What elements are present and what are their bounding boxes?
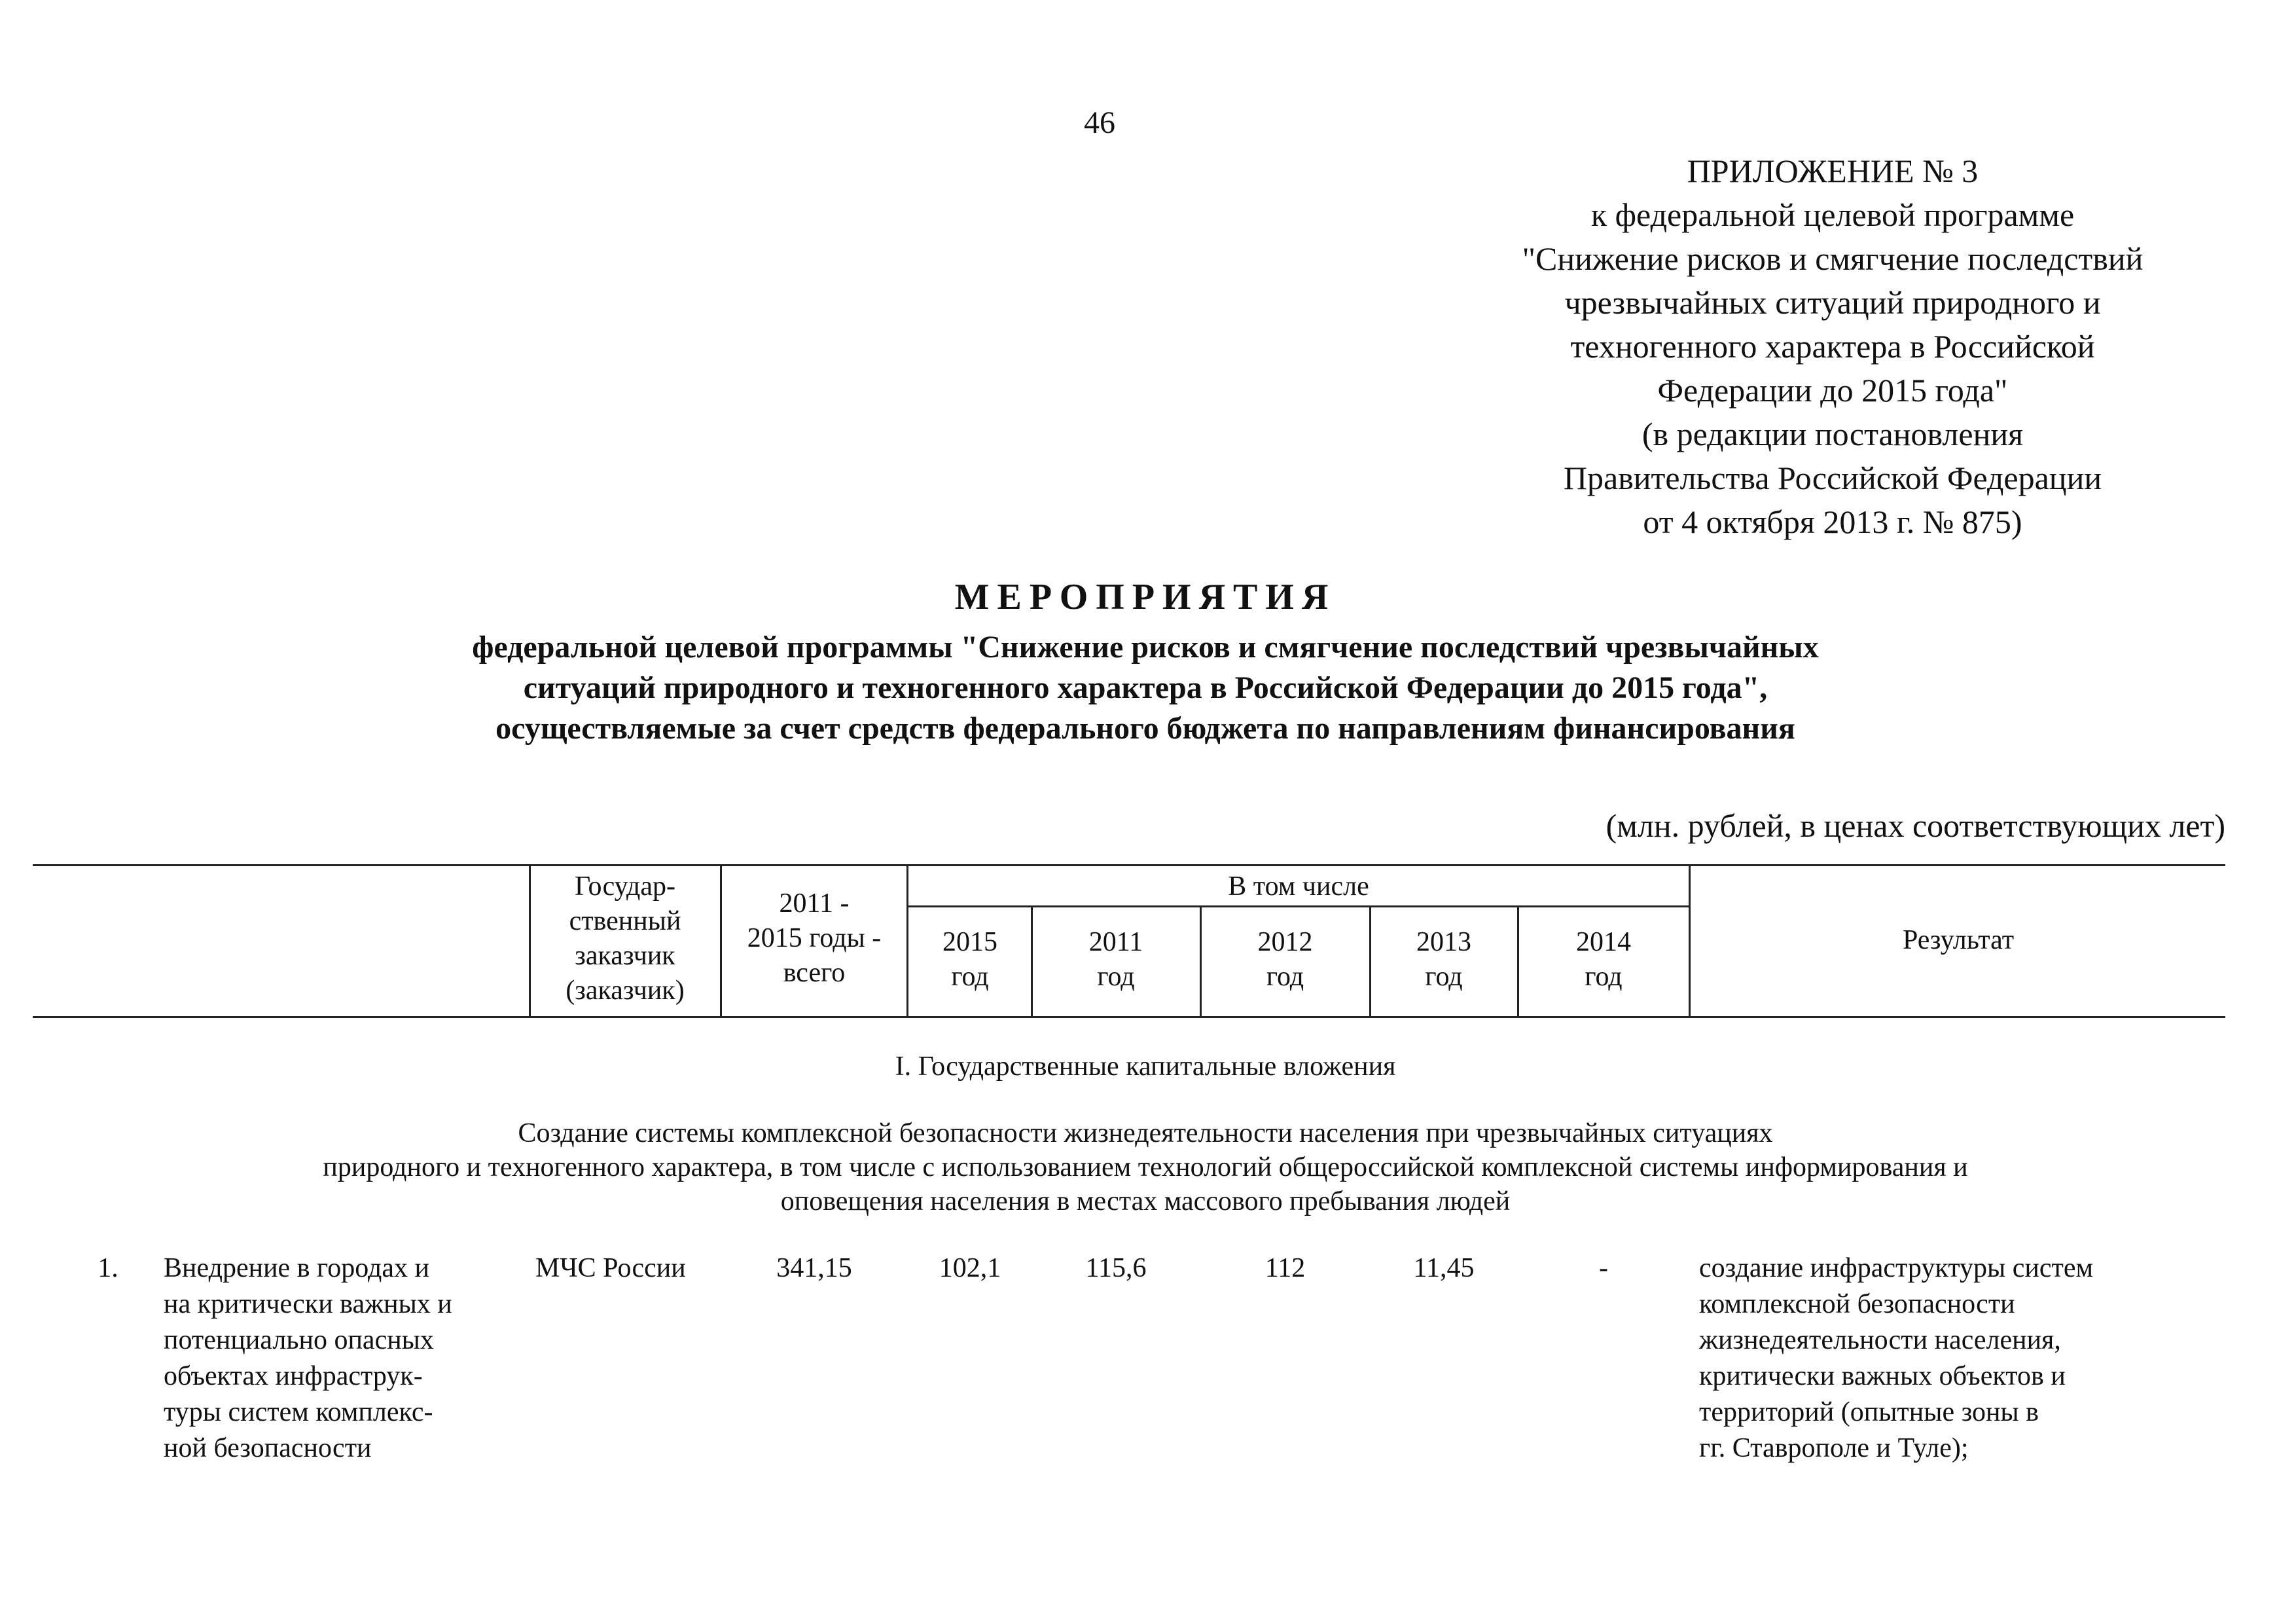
row-year-2012: 115,6 <box>1085 1253 1147 1283</box>
column-divider <box>906 864 908 1018</box>
column-divider <box>1369 905 1371 1018</box>
row-result: создание инфраструктуры систем комплексной безопасности жизнедеятельности населения, критически важных объектов и территорий (опытные зоны в гг. Ставрополе и Туле); <box>1699 1253 2094 1463</box>
header-year-2015: 2015 год <box>942 927 997 992</box>
appendix-line: Правительства Российской Федерации <box>1563 460 2102 496</box>
column-divider <box>1031 905 1033 1018</box>
appendix-line: техногенного характера в Российской <box>1570 328 2095 365</box>
column-divider <box>529 864 531 1018</box>
units-note: (млн. рублей, в ценах соответствующих лет) <box>1605 807 2225 844</box>
header-year-2014: 2014 год <box>1576 927 1631 992</box>
table-header-bottom-border <box>33 1016 2225 1018</box>
row-number: 1. <box>98 1253 118 1283</box>
subtitle-line: ситуаций природного и техногенного характера в Российской Федерации до 2015 года", <box>523 670 1768 705</box>
row-year-2011: 102,1 <box>939 1253 1001 1283</box>
appendix-line: от 4 октября 2013 г. № 875) <box>1643 503 2022 540</box>
row-name: Внедрение в городах и на критически важных и потенциально опасных объектах инфраструк- туры систем комплекс- ной безопасности <box>164 1253 452 1463</box>
row-total: 341,15 <box>776 1253 852 1283</box>
appendix-title: ПРИЛОЖЕНИЕ № 3 <box>1687 153 1979 189</box>
header-year-2012: 2012 год <box>1257 927 1313 992</box>
column-divider <box>1689 864 1691 1018</box>
years-divider <box>906 905 1689 907</box>
row-year-2015: - <box>1599 1253 1608 1283</box>
appendix-line: "Снижение рисков и смягчение последствий <box>1522 240 2144 277</box>
document-subtitle <box>131 627 2160 749</box>
appendix-block <box>1407 149 2258 544</box>
header-customer: Государ- ственный заказчик (заказчик) <box>565 871 685 1006</box>
group-title: Создание системы комплексной безопасности жизнедеятельности населения при чрезвычайных ситуациях природного и техногенного характера, в том числе с использованием технологий общероссийской комплексной системы информирования и оповещения населения в местах массового пребывания людей <box>323 1118 1968 1216</box>
column-divider <box>1200 905 1202 1018</box>
subtitle-line: федеральной целевой программы "Снижение рисков и смягчение последствий чрезвычайных <box>472 630 1819 665</box>
header-year-2011: 2011 год <box>1088 927 1143 992</box>
appendix-line: чрезвычайных ситуаций природного и <box>1564 284 2101 321</box>
appendix-line: к федеральной целевой программе <box>1590 196 2075 233</box>
column-divider <box>1517 905 1519 1018</box>
section-title: I. Государственные капитальные вложения <box>895 1051 1396 1082</box>
header-including: В том числе <box>1228 871 1369 902</box>
document-title: МЕРОПРИЯТИЯ <box>954 577 1336 617</box>
row-year-2013: 112 <box>1265 1253 1306 1283</box>
appendix-line: (в редакции постановления <box>1641 416 2024 452</box>
header-total: 2011 - 2015 годы - всего <box>747 888 882 988</box>
page-number: 46 <box>1084 105 1115 140</box>
header-result: Результат <box>1902 925 2015 955</box>
row-customer: МЧС России <box>535 1253 686 1283</box>
appendix-line: Федерации до 2015 года" <box>1657 372 2008 409</box>
header-year-2013: 2013 год <box>1416 927 1471 992</box>
subtitle-line: осуществляемые за счет средств федерального бюджета по направлениям финансирования <box>495 711 1795 746</box>
row-year-2014: 11,45 <box>1413 1253 1475 1283</box>
column-divider <box>720 864 722 1018</box>
table-top-border <box>33 864 2225 866</box>
